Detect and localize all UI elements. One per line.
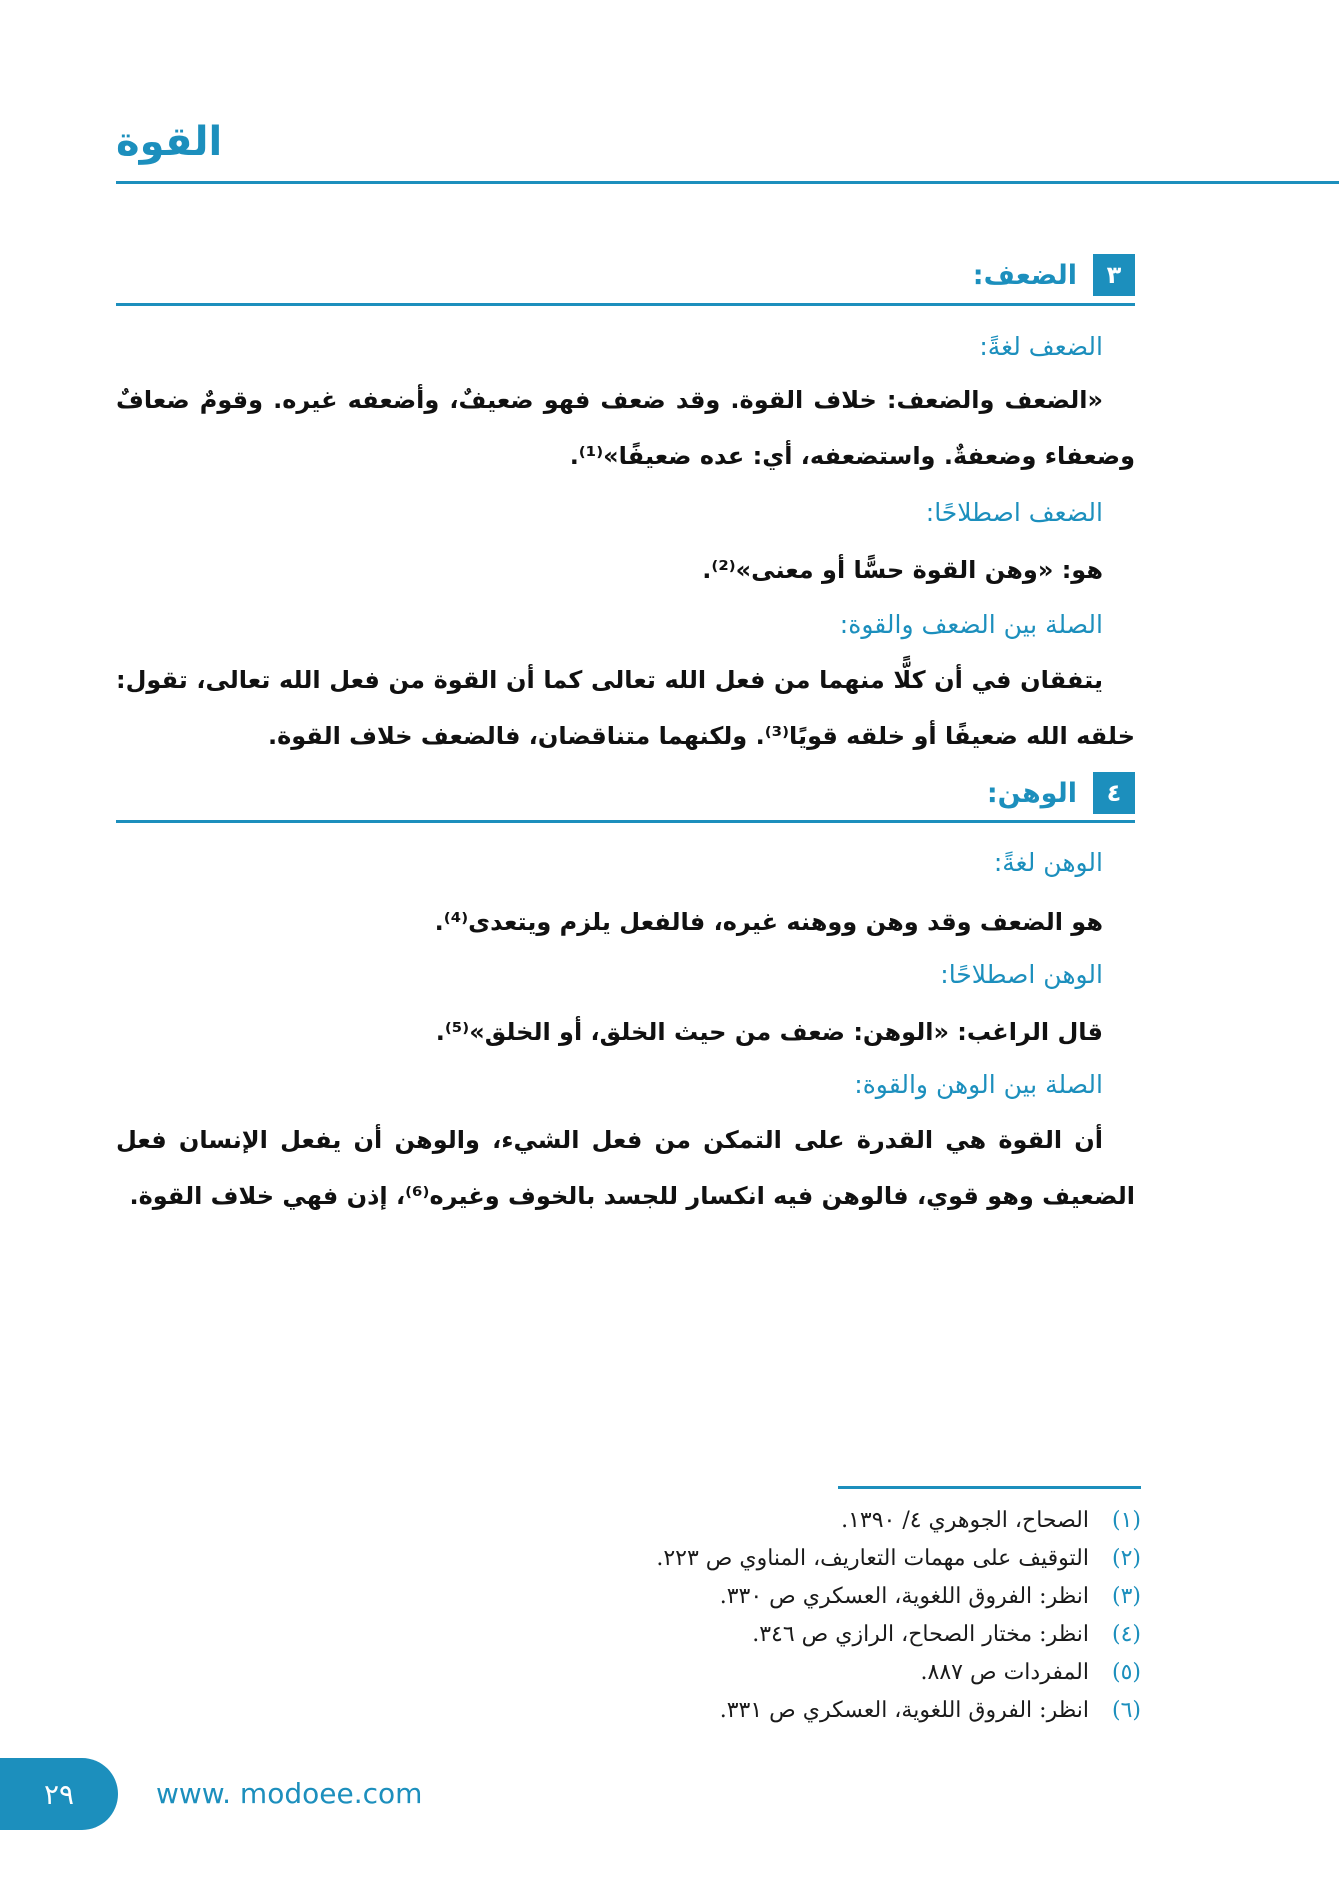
- footnote-text: التوقيف على مهمات التعاريف، المناوي ص ٢٢٣.: [656, 1546, 1089, 1571]
- subheading-relation: الصلة بين الضعف والقوة:: [839, 610, 1103, 639]
- footnote-number: (٤): [1111, 1622, 1141, 1647]
- footnotes-divider: [838, 1486, 1141, 1489]
- paragraph-relation: أن القوة هي القدرة على التمكن من فعل الشيء، والوهن أن يفعل الإنسان فعل الضعيف وهو قوي، فالوهن فيه انكسار للجسد بالخوف وغيره⁽⁶⁾، إذن فهي خلاف القوة.: [116, 1126, 1135, 1210]
- footnote-text: انظر: مختار الصحاح، الرازي ص ٣٤٦.: [752, 1622, 1089, 1647]
- footnote-item: [656, 1578, 1141, 1616]
- footnotes: [656, 1502, 1141, 1730]
- paragraph-terminology: قال الراغب: «الوهن: ضعف من حيث الخلق، أو الخلق»⁽⁵⁾.: [435, 1018, 1103, 1046]
- footnote-number: (٣): [1111, 1584, 1141, 1609]
- section-heading-frailty: [116, 770, 1135, 816]
- footnote-text: المفردات ص ٨٨٧.: [920, 1660, 1089, 1685]
- section-heading-weakness: [116, 252, 1135, 298]
- footnote-text: الصحاح، الجوهري ٤/ ١٣٩٠.: [841, 1508, 1089, 1533]
- header-divider: [116, 181, 1339, 184]
- page-number: ٢٩: [0, 1758, 118, 1830]
- website-link[interactable]: www. modoee.com: [156, 1777, 423, 1810]
- section-title: الضعف:: [972, 259, 1077, 291]
- section-title: الوهن:: [986, 777, 1077, 809]
- footnote-item: [656, 1654, 1141, 1692]
- page-title: القوة: [116, 119, 223, 165]
- subheading-terminology: الوهن اصطلاحًا:: [940, 960, 1103, 989]
- section-divider: [116, 820, 1135, 823]
- paragraph-linguistic: هو الضعف وقد وهن ووهنه غيره، فالفعل يلزم ويتعدى⁽⁴⁾.: [434, 908, 1103, 936]
- footnote-number: (١): [1111, 1508, 1141, 1533]
- footnote-item: [656, 1540, 1141, 1578]
- footnote-item: [656, 1616, 1141, 1654]
- footnote-text: انظر: الفروق اللغوية، العسكري ص ٣٣١.: [719, 1698, 1089, 1723]
- section-number-badge: ٣: [1093, 254, 1135, 296]
- paragraph-linguistic: «الضعف والضعف: خلاف القوة. وقد ضعف فهو ضعيفٌ، وأضعفه غيره. وقومٌ ضعافٌ وضعفاء وضعفةٌ. واستضعفه، أي: عده ضعيفًا»⁽¹⁾.: [116, 386, 1135, 470]
- subheading-relation: الصلة بين الوهن والقوة:: [854, 1070, 1103, 1099]
- subheading-linguistic: الوهن لغةً:: [993, 848, 1103, 877]
- footnote-text: انظر: الفروق اللغوية، العسكري ص ٣٣٠.: [719, 1584, 1089, 1609]
- paragraph-terminology: هو: «وهن القوة حسًّا أو معنى»⁽²⁾.: [702, 556, 1103, 584]
- footnote-item: [656, 1502, 1141, 1540]
- footnote-number: (٢): [1111, 1546, 1141, 1571]
- section-number-badge: ٤: [1093, 772, 1135, 814]
- footnote-number: (٥): [1111, 1660, 1141, 1685]
- paragraph-relation: يتفقان في أن كلًّا منهما من فعل الله تعالى كما أن القوة من فعل الله تعالى، تقول: خلقه الله ضعيفًا أو خلقه قويًا⁽³⁾. ولكنهما متناقضان، فالضعف خلاف القوة.: [116, 666, 1135, 750]
- footnote-number: (٦): [1111, 1698, 1141, 1723]
- section-divider: [116, 303, 1135, 306]
- subheading-linguistic: الضعف لغةً:: [979, 332, 1103, 361]
- subheading-terminology: الضعف اصطلاحًا:: [925, 498, 1103, 527]
- footnote-item: [656, 1692, 1141, 1730]
